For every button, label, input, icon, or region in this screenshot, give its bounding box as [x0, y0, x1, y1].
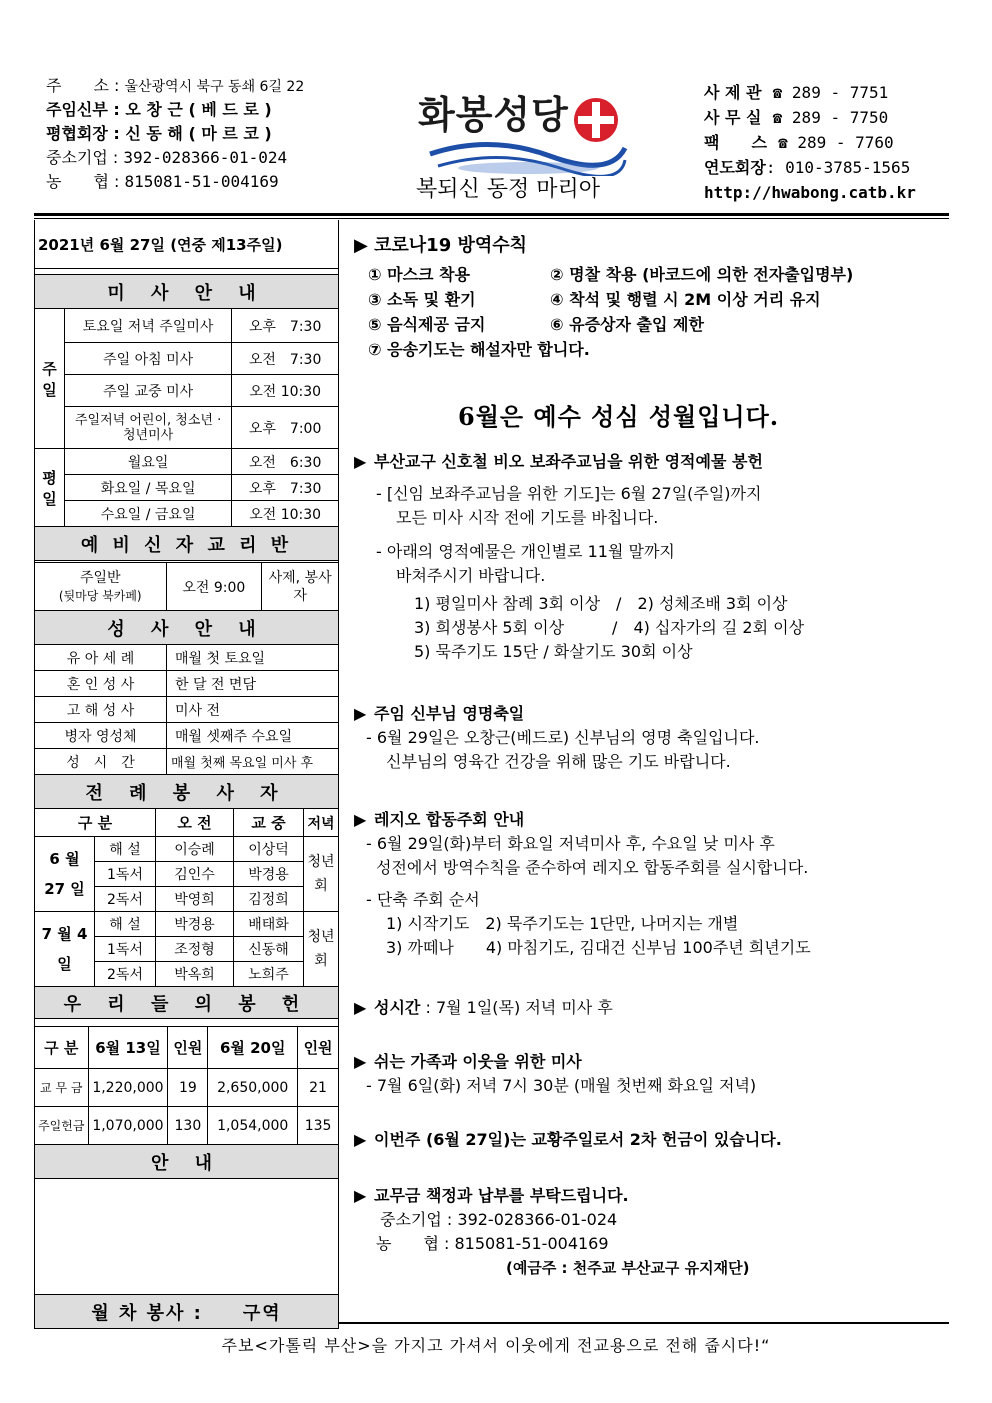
covid-rule: ⑦ 응송기도는 해설자만 합니다. — [368, 340, 590, 359]
sacraments-title: 성 사 안 내 — [35, 611, 339, 645]
evening-team: 청년회 — [304, 837, 339, 912]
notice-7 — [354, 1184, 749, 1280]
notice-line: 농 협 : 815081-51-004169 — [376, 1234, 609, 1253]
notice-line: 1) 평일미사 참례 3회 이상 / 2) 성체조배 3회 이상 — [414, 594, 788, 613]
server-role: 1독서 — [95, 937, 156, 962]
mass-title: 미 사 안 내 — [35, 275, 339, 309]
header-info: 주 소 : 울산광역시 북구 동쇄 6길 22 주임신부 : 오 창 근 ( 베 드 로 ) 평협회장 : 신 동 해 ( 마 르 코 ) 중소기업 : 392-028366-01-024 농 협 : 815081-51-004169 — [46, 76, 305, 191]
sacrament-name: 성 시 간 — [35, 749, 167, 775]
weekday-label: 평일 — [35, 449, 65, 527]
server-role: 해 설 — [95, 837, 156, 862]
contact-value: ☎ 289 - 7751 — [772, 83, 889, 102]
sunday-label: 주일 — [35, 309, 65, 449]
contact-label: 팩 스 — [704, 133, 767, 152]
mass-time: 오전 6:30 — [232, 449, 339, 475]
server-am: 이승례 — [156, 837, 234, 862]
footer-text: 주보<가톨릭 부산>을 가지고 가셔서 이웃에게 전교용으로 전해 줍시다!“ — [221, 1336, 771, 1355]
covid-title: 코로나19 방역수칙 — [374, 235, 528, 256]
mass-name: 수요일 / 금요일 — [64, 501, 231, 527]
pastor-label: 주임신부 — [46, 100, 108, 119]
notice-title: 이번주 (6월 27일)는 교황주일로서 2차 헌금이 있습니다. — [374, 1130, 782, 1149]
address-label: 주 소 — [46, 76, 109, 95]
notice-line: - 7월 6일(화) 저녁 7시 30분 (매월 첫번째 화요일 저녁) — [366, 1076, 757, 1095]
notice-line: 바쳐주시기 바랍니다. — [396, 566, 546, 585]
sacrament-name: 병자 영성체 — [35, 723, 167, 749]
mass-name: 주일 아침 미사 — [64, 343, 231, 375]
address: 울산광역시 북구 동쇄 6길 22 — [124, 79, 305, 95]
covid-rule: ④ 착석 및 행렬 시 2M 이상 거리 유지 — [550, 290, 821, 309]
month-title: 6월은 예수 성심 성월입니다. — [458, 402, 780, 431]
notice-line: - [신임 보좌주교님을 위한 기도]는 6월 27일(주일)까지 — [376, 484, 762, 503]
notice-line: : 7월 1일(목) 저녁 미사 후 — [425, 998, 613, 1017]
mass-time: 오후 7:30 — [232, 475, 339, 501]
sacrament-when: 매월 셋째주 수요일 — [167, 723, 339, 749]
bullet-icon: ▶ — [354, 998, 367, 1017]
notice-6 — [354, 1128, 782, 1152]
sacrament-name: 유 아 세 례 — [35, 645, 167, 671]
notice-line: - 단축 주회 순서 — [366, 890, 480, 909]
notice-4 — [354, 996, 613, 1020]
bullet-icon: ▶ — [354, 1052, 367, 1071]
offering-header: 인원 — [168, 1027, 208, 1069]
bank2-label: 농 협 — [46, 172, 109, 191]
contact-value: ☎ 289 - 7760 — [778, 133, 894, 152]
bullet-icon: ▶ — [354, 810, 367, 829]
mass-name: 주일 교중 미사 — [64, 375, 231, 407]
servers-table — [34, 808, 339, 1019]
offering-amount: 1,070,000 — [88, 1107, 168, 1145]
sacrament-name: 혼 인 성 사 — [35, 671, 167, 697]
notice-3 — [354, 808, 811, 960]
offering-name: 주일헌금 — [35, 1107, 89, 1145]
mass-name: 토요일 저녁 주일미사 — [64, 309, 231, 343]
date-line: 2021년 6월 27일 (연중 제13주일) — [38, 236, 283, 254]
church-name: 화봉성당 — [418, 93, 569, 137]
notice-line: (예금주 : 천주교 부산교구 유지재단) — [506, 1259, 750, 1277]
notice-empty-area — [35, 1179, 339, 1295]
servers-header: 저녁 — [304, 809, 339, 837]
council: 신 동 해 ( 마 르 코 ) — [125, 124, 272, 143]
bullet-icon: ▶ — [354, 1186, 367, 1205]
bullet-icon: ▶ — [354, 704, 367, 723]
bank2-account: 815081-51-004169 — [124, 172, 279, 191]
bullet-icon: ▶ — [354, 1130, 367, 1149]
covid-rule: ⑥ 유증상자 출입 제한 — [550, 315, 704, 334]
mass-time: 오후 7:30 — [232, 309, 339, 343]
offering-amount: 1,220,000 — [88, 1069, 168, 1107]
notice-line: 3) 까떼나 4) 마침기도, 김대건 신부님 100주년 희년기도 — [386, 938, 811, 957]
server-role: 1독서 — [95, 862, 156, 887]
offering-title: 우 리 들 의 봉 헌 — [35, 987, 339, 1019]
server-role: 해 설 — [95, 912, 156, 937]
covid-rule: ③ 소독 및 환기 — [368, 290, 476, 309]
catechumen-table — [34, 562, 339, 645]
council-label: 평협회장 — [46, 124, 108, 143]
church-logo-icon — [420, 96, 630, 176]
mass-time: 오전 10:30 — [232, 501, 339, 527]
contact-label: 연도회장 — [704, 158, 766, 177]
contact-value: : 010-3785-1565 — [765, 158, 911, 177]
monthly-service: 월 차 봉사 : 구역 — [35, 1295, 339, 1329]
offering-table — [34, 1026, 339, 1329]
server-am: 박옥희 — [156, 962, 234, 987]
notice-line: - 6월 29일은 오창근(베드로) 신부님의 영명 축일입니다. — [366, 728, 760, 747]
bank1-label: 중소기업 — [46, 148, 108, 167]
notice-title: 교무금 책정과 납부를 부탁드립니다. — [374, 1186, 629, 1205]
server-role: 2독서 — [95, 962, 156, 987]
bullet-icon: ▶ — [354, 452, 367, 471]
covid-rule: ⑤ 음식제공 금지 — [368, 315, 486, 334]
class-time: 오전 9:00 — [166, 563, 262, 611]
servers-header: 구 분 — [35, 809, 156, 837]
notice-line: 1) 시작기도 2) 묵주기도는 1단만, 나머지는 개별 — [386, 914, 739, 933]
offering-header: 구 분 — [35, 1027, 89, 1069]
notice-title: 성시간 — [374, 998, 421, 1017]
server-main: 박경용 — [234, 862, 304, 887]
notice-title: 주임 신부님 영명축일 — [374, 704, 525, 723]
offering-count: 19 — [168, 1069, 208, 1107]
offering-amount: 1,054,000 — [208, 1107, 298, 1145]
server-main: 신동해 — [234, 937, 304, 962]
offering-count: 135 — [298, 1107, 339, 1145]
server-main: 김정희 — [234, 887, 304, 912]
covid-rule: ① 마스크 착용 — [368, 265, 470, 284]
mass-time: 오전 7:30 — [232, 343, 339, 375]
mass-time: 오전 10:30 — [232, 375, 339, 407]
notice-title: 쉬는 가족과 이웃을 위한 미사 — [374, 1052, 582, 1071]
sacraments-table — [34, 644, 339, 809]
sacrament-when: 미사 전 — [167, 697, 339, 723]
server-role: 2독서 — [95, 887, 156, 912]
server-am: 조정형 — [156, 937, 234, 962]
notice-line: - 아래의 영적예물은 개인별로 11월 말까지 — [376, 542, 675, 561]
bank1-account: 392-028366-01-024 — [123, 148, 288, 167]
bullet-icon: ▶ — [354, 235, 368, 256]
server-am: 박영희 — [156, 887, 234, 912]
contact-label: 사 제 관 — [704, 83, 762, 102]
header-divider — [34, 213, 949, 216]
notice-1 — [354, 450, 804, 664]
notice-line: 3) 희생봉사 5회 이상 / 4) 십자가의 길 2회 이상 — [414, 618, 805, 637]
sacrament-when: 한 달 전 면담 — [167, 671, 339, 697]
class-teacher: 사제, 봉사자 — [262, 563, 339, 611]
offering-count: 21 — [298, 1069, 339, 1107]
mass-name: 화요일 / 목요일 — [64, 475, 231, 501]
covid-rules — [368, 262, 853, 362]
sacrament-name: 고 해 성 사 — [35, 697, 167, 723]
notice-5 — [354, 1050, 756, 1098]
notice-title: 안 내 — [35, 1145, 339, 1179]
class-name: 주일반 — [79, 569, 121, 586]
server-am: 박경용 — [156, 912, 234, 937]
server-main: 이상덕 — [234, 837, 304, 862]
evening-team: 청년회 — [304, 912, 339, 987]
offering-header: 6월 20일 — [208, 1027, 298, 1069]
notice-title: 부산교구 신호철 비오 보좌주교님을 위한 영적예물 봉헌 — [374, 452, 763, 471]
contact-value: ☎ 289 - 7750 — [772, 108, 889, 127]
pastor: 오 창 근 ( 베 드 로 ) — [125, 100, 272, 119]
website-link[interactable]: http://hwabong.catb.kr — [704, 183, 916, 202]
header-divider — [34, 218, 949, 219]
server-date: 7 월 4 일 — [35, 912, 95, 987]
server-main: 노희주 — [234, 962, 304, 987]
servers-title: 전 례 봉 사 자 — [35, 775, 339, 809]
offering-amount: 2,650,000 — [208, 1069, 298, 1107]
offering-header: 6월 13일 — [88, 1027, 168, 1069]
offering-count: 130 — [168, 1107, 208, 1145]
server-am: 김인수 — [156, 862, 234, 887]
notice-line: 5) 묵주기도 15단 / 화살기도 30회 이상 — [414, 642, 693, 661]
offering-name: 교 무 금 — [35, 1069, 89, 1107]
mass-schedule-table — [34, 274, 339, 561]
newsletter-name: 복되신 동정 마리아 — [416, 177, 601, 202]
mass-name: 월요일 — [64, 449, 231, 475]
notice-2 — [354, 702, 760, 774]
covid-rule: ② 명찰 착용 (바코드에 의한 전자출입명부) — [550, 265, 854, 284]
mass-name: 주일저녁 어린이, 청소년 · 청년미사 — [64, 407, 231, 449]
sacrament-when: 매월 첫째 목요일 미사 후 — [167, 749, 339, 775]
notice-line: 신부님의 영육간 건강을 위해 많은 기도 바랍니다. — [386, 752, 731, 771]
server-main: 배태화 — [234, 912, 304, 937]
contact-label: 사 무 실 — [704, 108, 762, 127]
notice-title: 레지오 합동주회 안내 — [374, 810, 525, 829]
sacrament-when: 매월 첫 토요일 — [167, 645, 339, 671]
mass-time: 오후 7:00 — [232, 407, 339, 449]
notice-line: - 6월 29일(화)부터 화요일 저녁미사 후, 수요일 낮 미사 후 — [366, 834, 775, 853]
notice-line: 성전에서 방역수칙을 준수하여 레지오 합동주회를 실시합니다. — [376, 858, 809, 877]
contact-info — [704, 80, 916, 205]
offering-header: 인원 — [298, 1027, 339, 1069]
notice-line: 모든 미사 시작 전에 기도를 바칩니다. — [396, 508, 659, 527]
catechumen-title: 예 비 신 자 교 리 반 — [35, 527, 339, 561]
notice-line: 중소기업 : 392-028366-01-024 — [380, 1210, 618, 1229]
servers-header: 교 중 — [234, 809, 304, 837]
servers-header: 오 전 — [156, 809, 234, 837]
server-date: 6 월 27 일 — [35, 837, 95, 912]
class-place: (뒷마당 북카페) — [58, 588, 142, 603]
